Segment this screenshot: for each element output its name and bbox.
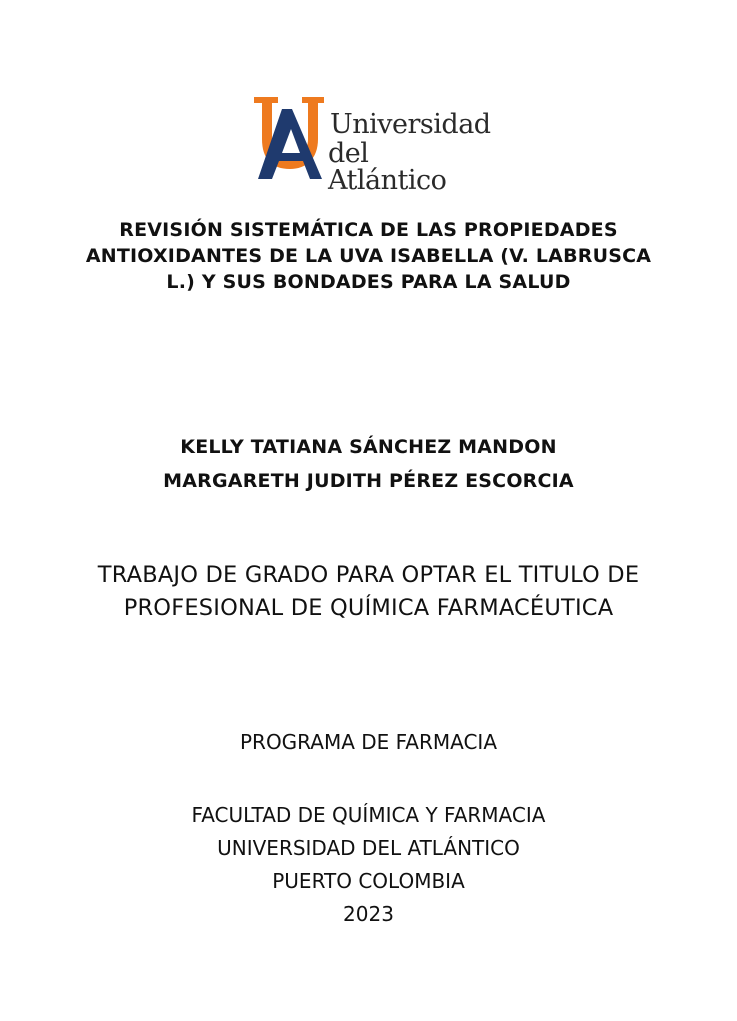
title-line: L.) Y SUS BONDADES PARA LA SALUD: [166, 271, 571, 293]
faculty-name: FACULTAD DE QUÍMICA Y FARMACIA: [191, 803, 546, 827]
city: PUERTO COLOMBIA: [272, 869, 465, 893]
university-emblem-icon: [252, 95, 328, 183]
logo-line-1: Universidad: [330, 109, 491, 140]
logo-line-2: del Atlántico: [328, 138, 447, 196]
university-name: [330, 111, 492, 194]
degree-line: PROFESIONAL DE QUÍMICA FARMACÉUTICA: [123, 595, 614, 621]
authors: [60, 430, 677, 498]
faculty-block: [60, 799, 677, 931]
university-name-text: UNIVERSIDAD DEL ATLÁNTICO: [217, 836, 520, 860]
author-name: KELLY TATIANA SÁNCHEZ MANDON: [180, 436, 557, 458]
author-name: MARGARETH JUDITH PÉREZ ESCORCIA: [163, 470, 574, 492]
title-line: ANTIOXIDANTES DE LA UVA ISABELLA (V. LABRUSCA: [85, 245, 652, 267]
program-name: PROGRAMA DE FARMACIA: [239, 730, 498, 754]
degree-line: TRABAJO DE GRADO PARA OPTAR EL TITULO DE: [97, 562, 640, 588]
university-logo: [252, 95, 492, 196]
thesis-title: [60, 217, 677, 295]
year: 2023: [343, 902, 394, 926]
title-line: REVISIÓN SISTEMÁTICA DE LAS PROPIEDADES: [119, 219, 618, 241]
degree-statement: [40, 559, 697, 625]
